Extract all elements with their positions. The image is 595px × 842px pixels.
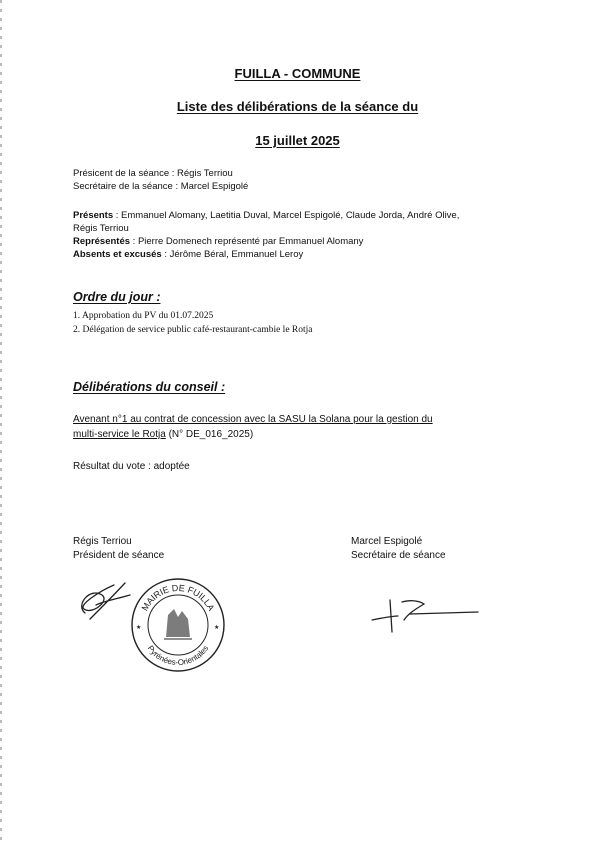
right-signatory-name: Marcel Espigolé — [351, 536, 423, 547]
left-signatory-name: Régis Terriou — [73, 536, 132, 547]
absent-names: : Jérôme Béral, Emmanuel Leroy — [161, 249, 304, 260]
present-names-cont: Régis Terriou — [73, 223, 129, 234]
right-signatory-role: Secrétaire de séance — [351, 550, 446, 561]
agenda-item: 2. Délégation de service public café-restaurant-cambie le Rotja — [73, 325, 313, 335]
session-president: Présicent de la séance : Régis Terriou — [73, 168, 233, 179]
absent-line — [73, 248, 303, 261]
deliberation-item-ref: (N° DE_016_2025) — [165, 429, 254, 440]
represented-label: Représentés — [73, 236, 131, 247]
deliberation-item-subject: multi-service le Rotja — [73, 429, 166, 440]
session-secretary: Secrétaire de la séance : Marcel Espigolé — [73, 181, 249, 192]
scan-edge-artifact — [0, 0, 2, 842]
mairie-stamp — [128, 575, 228, 675]
vote-result: Résultat du vote : adoptée — [73, 461, 190, 472]
deliberation-item-line1: Avenant n°1 au contrat de concession avec la SASU la Solana pour la gestion du — [73, 414, 433, 425]
deliberation-item-line2 — [73, 428, 253, 441]
present-line — [73, 209, 533, 222]
present-label: Présents — [73, 210, 114, 221]
present-names: : Emmanuel Alomany, Laetitia Duval, Marcel Espigolé, Claude Jorda, André Olive, — [113, 210, 460, 221]
represented-names: : Pierre Domenech représenté par Emmanuel Alomany — [130, 236, 364, 247]
svg-text:MAIRIE DE FUILLA: MAIRIE DE FUILLA — [139, 582, 217, 613]
absent-label: Absents et excusés — [73, 249, 162, 260]
svg-text:★: ★ — [214, 625, 220, 631]
agenda-item: 1. Approbation du PV du 01.07.2025 — [73, 311, 214, 321]
list-title: Liste des délibérations de la séance du — [176, 99, 419, 114]
commune-title: FUILLA - COMMUNE — [234, 66, 361, 81]
deliberations-heading: Délibérations du conseil : — [73, 380, 226, 394]
represented-line — [73, 235, 363, 248]
agenda-heading: Ordre du jour : — [73, 290, 161, 304]
svg-text:Pyrénées-Orientales: Pyrénées-Orientales — [145, 643, 211, 668]
left-signatory-role: Président de séance — [73, 550, 165, 561]
right-handwritten-signature — [368, 592, 483, 637]
svg-text:★: ★ — [136, 625, 142, 631]
session-date: 15 juillet 2025 — [255, 133, 340, 148]
